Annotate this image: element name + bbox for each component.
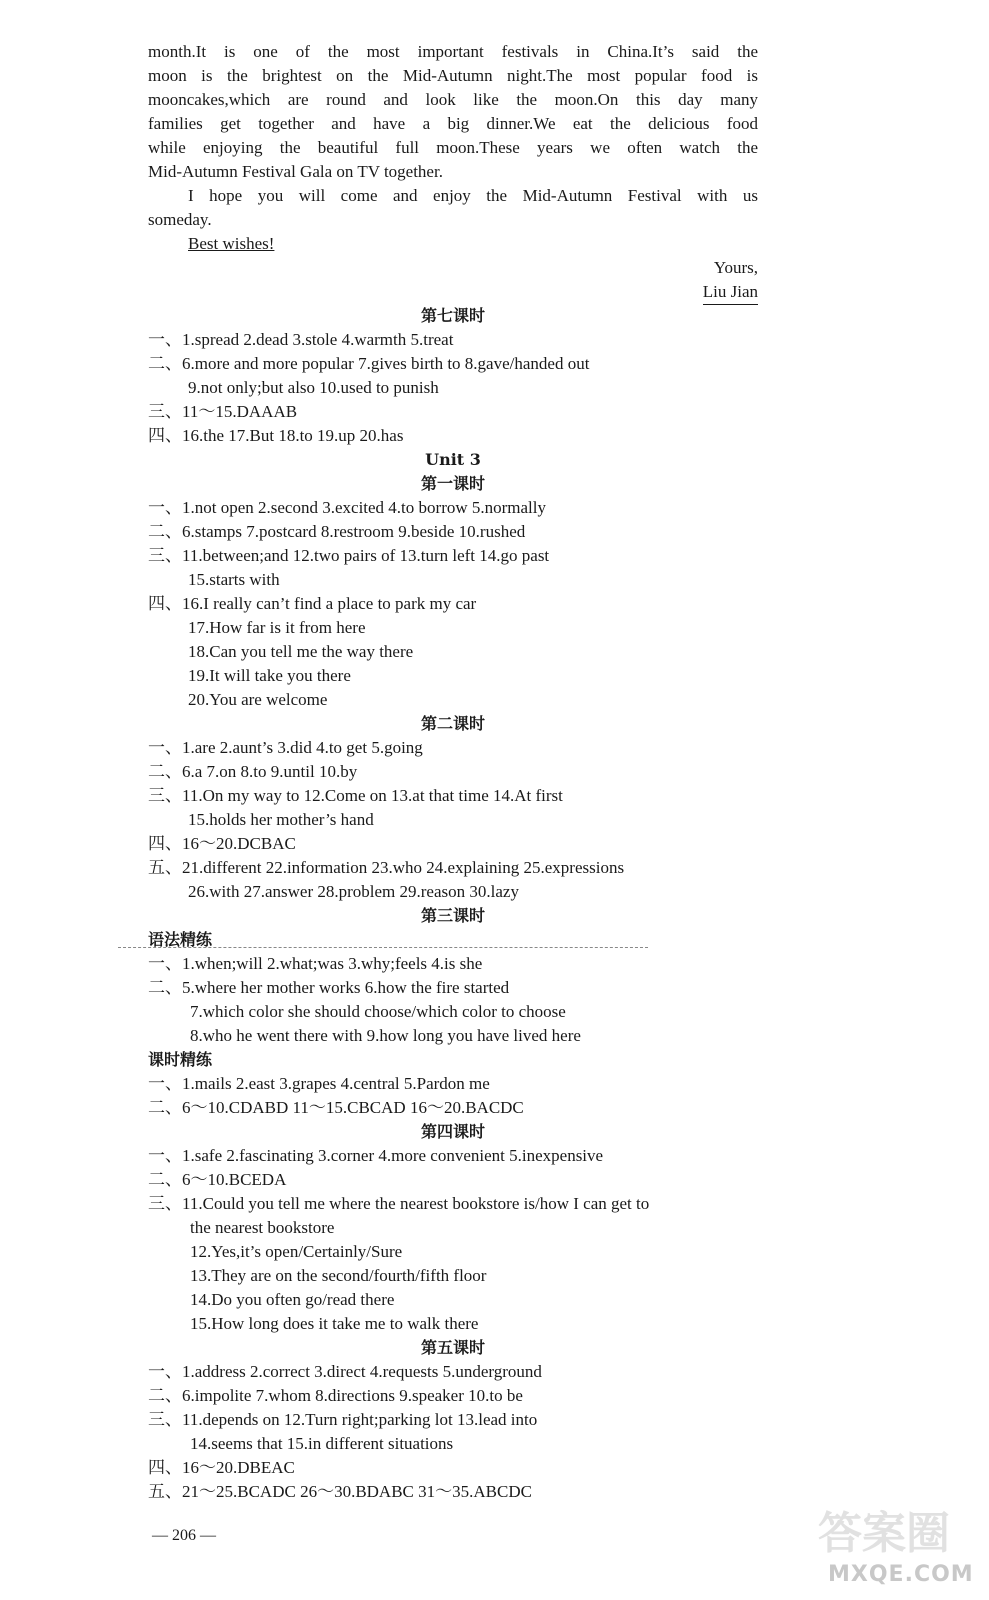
answer-line: 二、6～10.CDABD 11～15.CBCAD 16～20.BACDC (148, 1098, 524, 1117)
letter-closing (148, 232, 758, 256)
answer-line: 一、1.spread 2.dead 3.stole 4.warmth 5.treat (148, 330, 454, 349)
answer-line: 26.with 27.answer 28.problem 29.reason 30.lazy (188, 882, 519, 901)
closing-text: Best wishes! (188, 234, 275, 253)
page-content (148, 40, 758, 1504)
letter-line: while enjoying the beautiful full moon.These years we often watch the (148, 138, 758, 157)
answer-line: 二、6.more and more popular 7.gives birth to 8.gave/handed out (148, 354, 590, 373)
answer-line: 18.Can you tell me the way there (188, 642, 414, 661)
answer-line: 三、11.between;and 12.two pairs of 13.turn left 14.go past (148, 546, 550, 565)
answer-line: 14.seems that 15.in different situations (190, 1434, 454, 1453)
letter-line: month.It is one of the most important festivals in China.It’s said the (148, 42, 758, 61)
letter-signature (148, 280, 758, 304)
answer-line: 二、6.impolite 7.whom 8.directions 9.speaker 10.to be (148, 1386, 523, 1405)
grammar-label: 语法精练 (148, 930, 213, 949)
answer-line: 15.How long does it take me to walk there (190, 1314, 479, 1333)
answer-line: 二、6.stamps 7.postcard 8.restroom 9.beside 10.rushed (148, 522, 526, 541)
answer-line: 一、1.address 2.correct 3.direct 4.requests 5.underground (148, 1362, 542, 1381)
answer-line: 19.It will take you there (188, 666, 351, 685)
answer-line: 一、1.safe 2.fascinating 3.corner 4.more convenient 5.inexpensive (148, 1146, 604, 1165)
answer-line: 四、16～20.DCBAC (148, 834, 296, 853)
section-divider (118, 947, 648, 948)
watermark (812, 1500, 982, 1595)
answer-line: 五、21～25.BCADC 26～30.BDABC 31～35.ABCDC (148, 1482, 532, 1501)
lesson-title: 第七课时 (420, 306, 485, 325)
letter-line: mooncakes,which are round and look like the moon.On this day many (148, 90, 758, 109)
lesson-title: 第三课时 (420, 906, 485, 925)
answer-line: 17.How far is it from here (188, 618, 366, 637)
answer-line: 三、11.Could you tell me where the nearest bookstore is/how I can get to (148, 1194, 650, 1213)
answer-line: 13.They are on the second/fourth/fifth floor (190, 1266, 487, 1285)
answer-line: 12.Yes,it’s open/Certainly/Sure (190, 1242, 403, 1261)
letter-line: I hope you will come and enjoy the Mid-Autumn Festival with us (188, 186, 758, 205)
answer-line: 8.who he went there with 9.how long you have lived here (190, 1026, 581, 1045)
answer-line: 三、11.On my way to 12.Come on 13.at that time 14.At first (148, 786, 563, 805)
watermark-logo-icon (812, 1500, 982, 1560)
answer-line: 五、21.different 22.information 23.who 24.explaining 25.expressions (148, 858, 625, 877)
watermark-site: MXQE.COM (828, 1562, 974, 1587)
answer-line: 一、1.when;will 2.what;was 3.why;feels 4.is she (148, 954, 483, 973)
answer-line: 一、1.are 2.aunt’s 3.did 4.to get 5.going (148, 738, 423, 757)
letter-line: Mid-Autumn Festival Gala on TV together. (148, 162, 443, 181)
lesson-title: 第四课时 (420, 1122, 485, 1141)
letter-line: moon is the brightest on the Mid-Autumn night.The most popular food is (148, 66, 758, 85)
answer-line: 9.not only;but also 10.used to punish (188, 378, 439, 397)
unit-title: Unit 3 (425, 450, 481, 469)
answer-line: 7.which color she should choose/which color to choose (190, 1002, 566, 1021)
section-label-grammar (148, 928, 758, 952)
answer-line: 15.holds her mother’s hand (188, 810, 374, 829)
answer-line: 一、1.not open 2.second 3.excited 4.to borrow 5.normally (148, 498, 547, 517)
answer-line: the nearest bookstore (190, 1218, 335, 1237)
answer-line: 四、16.the 17.But 18.to 19.up 20.has (148, 426, 404, 445)
answer-line: 四、16～20.DBEAC (148, 1458, 295, 1477)
lesson-title: 第五课时 (420, 1338, 485, 1357)
answer-line: 二、5.where her mother works 6.how the fire started (148, 978, 510, 997)
answer-line: 二、6.a 7.on 8.to 9.until 10.by (148, 762, 358, 781)
answer-line: 20.You are welcome (188, 690, 328, 709)
answer-line: 一、1.mails 2.east 3.grapes 4.central 5.Pardon me (148, 1074, 490, 1093)
page-number: — 206 — (152, 1527, 216, 1544)
lesson-title: 第一课时 (420, 474, 485, 493)
svg-text:答案圈: 答案圈 (818, 1508, 950, 1559)
answer-line: 三、11.depends on 12.Turn right;parking lot 13.lead into (148, 1410, 538, 1429)
letter-line: families get together and have a big dinner.We eat the delicious food (148, 114, 758, 133)
letter-line: someday. (148, 210, 212, 229)
section-label-practice: 课时精练 (148, 1050, 213, 1069)
answer-line: 二、6～10.BCEDA (148, 1170, 287, 1189)
lesson-title: 第二课时 (420, 714, 485, 733)
answer-line: 三、11～15.DAAAB (148, 402, 298, 421)
signature-name: Liu Jian (703, 280, 758, 305)
answer-line: 14.Do you often go/read there (190, 1290, 395, 1309)
answer-line: 四、16.I really can’t find a place to park my car (148, 594, 477, 613)
letter-yours: Yours, (713, 258, 758, 277)
answer-line: 15.starts with (188, 570, 280, 589)
